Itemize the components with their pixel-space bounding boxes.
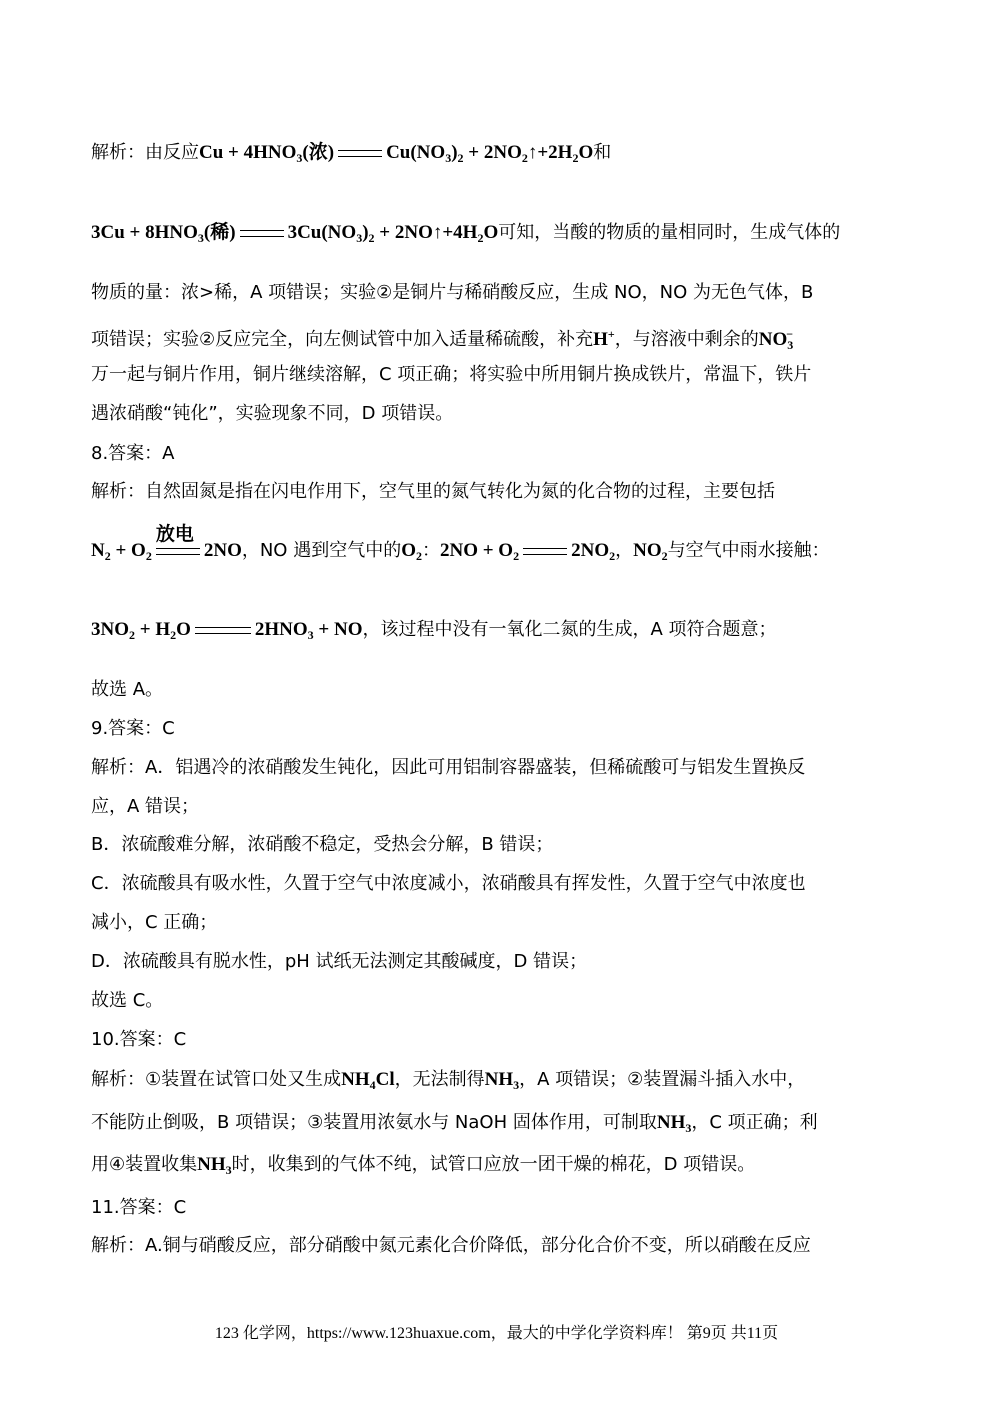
text-segment: ，A 项错误；②装置漏斗插入水中， [519,1069,806,1090]
text-segment: 不能防止倒吸，B 项错误；③装置用浓氨水与 NaOH 固体作用，可制取 [91,1112,657,1133]
text-segment: ，该过程中没有一氧化二氮的生成，A 项符合题意； [362,619,777,640]
answer-heading: 11.答案：C [91,1197,187,1218]
chemical-formula: $O_2$ [401,540,422,563]
text-line: 遇浓硝酸“钝化”，实验现象不同，D 项错误。 [91,403,454,424]
text-line [91,524,830,568]
chemical-equation: $N_2 + O_2$ 放电 2NO [91,524,242,563]
text-line: 故选 A。 [91,679,164,700]
text-line [91,618,777,647]
text-line [91,1153,755,1182]
text-line: 解析：A.铜与硝酸反应，部分硝酸中氮元素化合价降低，部分化合价不变，所以硝酸在反应 [91,1235,811,1256]
chemical-formula: $NH_3$ [656,1112,692,1135]
text-segment: ： [421,540,440,561]
text-line [91,1068,805,1097]
chemical-formula: $NO_2$ [633,540,668,563]
page-footer: 123 化学网，https://www.123huaxue.com，最大的中学化学资料库！ 第9页 共11页 [214,1325,779,1342]
chemical-formula: $NO_3^-$ [758,327,794,352]
text-line: 解析：A．铝遇冷的浓硝酸发生钝化，因此可用铝制容器盛装，但稀硫酸可与铝发生置换反 [91,757,806,778]
text-line [91,1111,818,1140]
text-line: 故选 C。 [91,990,164,1011]
text-line: B．浓硫酸难分解，浓硝酸不稳定，受热会分解，B 错误； [91,834,554,855]
text-segment: ， [615,540,634,561]
text-segment: 项错误；实验②反应完全，向左侧试管中加入适量稀硫酸，补充 [91,329,594,350]
text-line [91,322,793,357]
text-line: 万一起与铜片作用，铜片继续溶解，C 项正确；将实验中所用铜片换成铁片，常温下，铁片 [91,364,812,385]
chemical-formula: $NH_3$ [484,1069,520,1092]
chemical-formula: $NH_3$ [197,1154,232,1177]
text-line: 物质的量：浓>稀，A 项错误；实验②是铜片与稀硝酸反应，生成 NO，NO 为无色气体，B [91,282,814,303]
chemical-formula: $NH_4Cl$ [341,1069,395,1092]
answer-heading: 9.答案：C [91,718,175,739]
answer-heading: 10.答案：C [91,1029,187,1050]
chemical-equation: $Cu + 4HNO_3$(浓) $Cu(NO_3)_2$ + $2NO_2↑+2H_2O$ [199,142,594,165]
text-line: 减小，C 正确； [91,912,218,933]
answer-heading: 8.答案：A [91,443,175,464]
text-line [91,141,611,170]
text-segment: ，C 项正确；利 [691,1112,818,1133]
reaction-condition: 放电 [155,524,194,546]
text-segment: ，无法制得 [394,1069,485,1090]
text-segment: 时，收集到的气体不纯，试管口应放一团干燥的棉花，D 项错误。 [231,1154,756,1175]
text-segment: 解析：由反应 [91,142,199,163]
text-line: D．浓硫酸具有脱水性，pH 试纸无法测定其酸碱度，D 错误； [91,951,588,972]
text-line: 解析：自然固氮是指在闪电作用下，空气里的氮气转化为氮的化合物的过程，主要包括 [91,481,775,502]
text-segment: 解析：①装置在试管口处又生成 [91,1069,342,1090]
text-segment: 用④装置收集 [91,1154,198,1175]
text-line [91,221,840,250]
text-segment: ，NO 遇到空气中的 [241,540,402,561]
text-segment: 和 [593,142,612,163]
chemical-equation: $2NO + O_2$ $2NO_2$ [439,540,616,563]
chemical-equation: $3NO_2 + H_2O$ $2HNO_3$ + NO [91,619,363,642]
text-segment: 与空气中雨水接触： [667,540,830,561]
text-line: 应，A 错误； [91,796,200,817]
chemical-equation: $3Cu + 8HNO_3$(稀) $3Cu(NO_3)_2$ + $2NO↑+4H_2O$ [91,222,499,245]
text-segment: 可知，当酸的物质的量相同时，生成气体的 [498,222,841,243]
text-line: C．浓硫酸具有吸水性，久置于空气中浓度减小，浓硝酸具有挥发性，久置于空气中浓度也 [91,873,806,894]
chemical-formula: H+ [593,327,615,350]
text-segment: ，与溶液中剩余的 [614,329,759,350]
